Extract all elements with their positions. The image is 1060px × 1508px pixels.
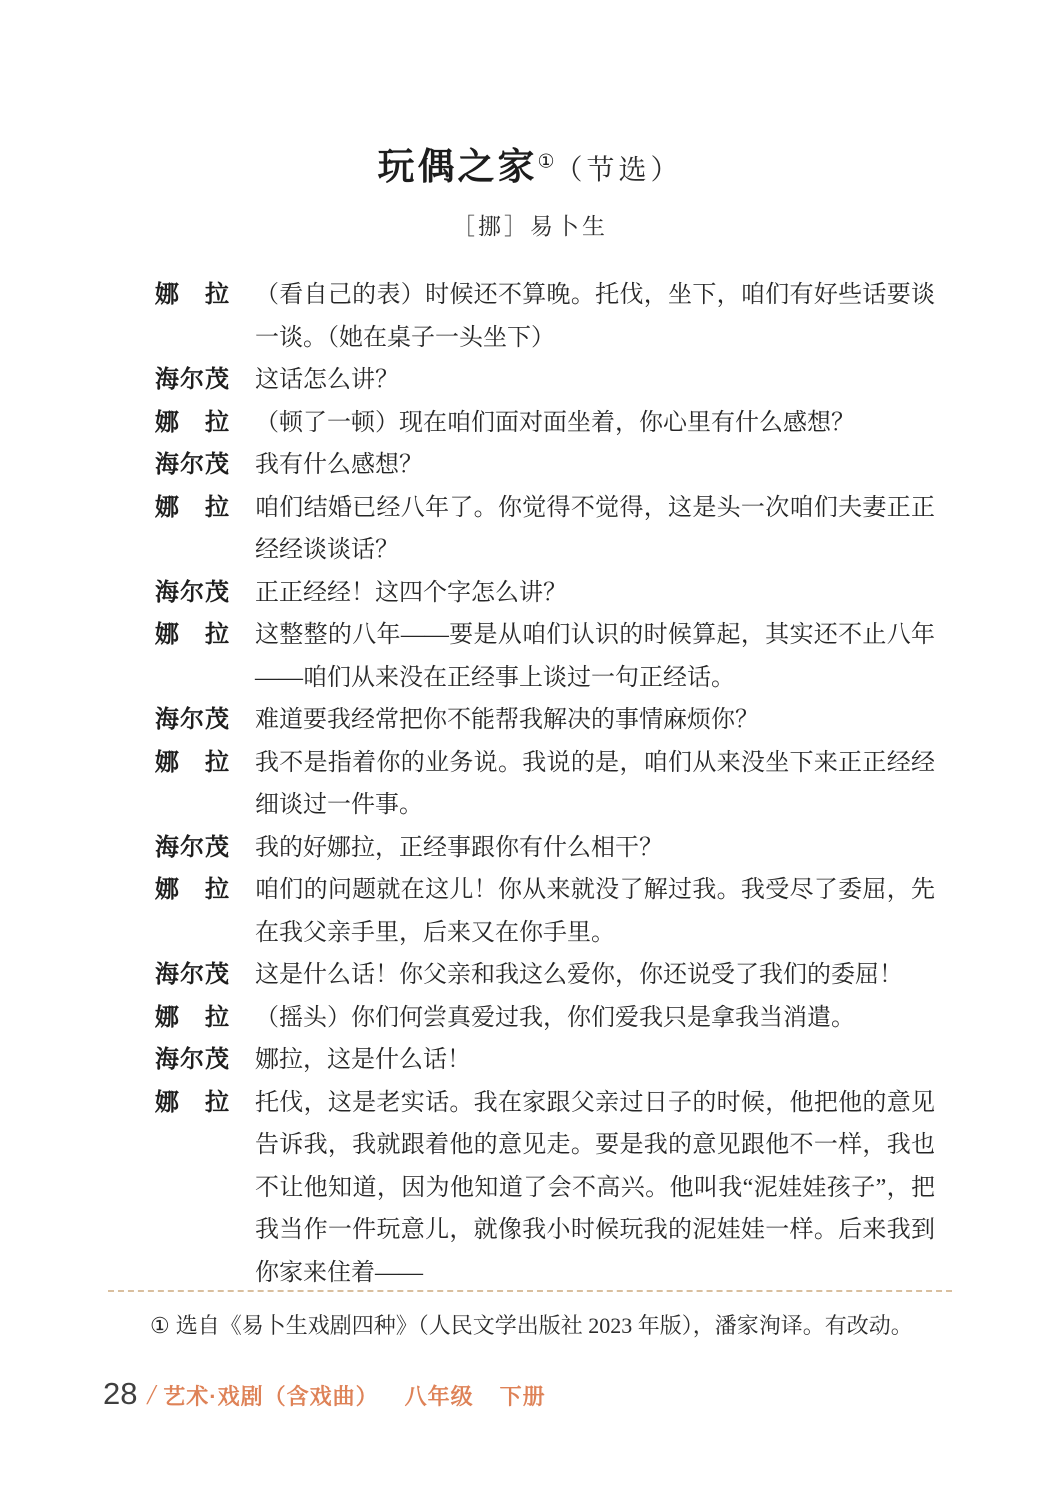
title-footnote-ref: ①: [537, 151, 555, 173]
footnote-text: 选自《易卜生戏剧四种》（人民文学出版社 2023 年版），潘家洵译。有改动。: [175, 1313, 913, 1338]
speech-text: （看自己的表）时候还不算晚。托伐，坐下，咱们有好些话要谈一谈。（她在桌子一头坐下）: [255, 282, 935, 351]
footer-book-title: 艺术·戏剧（含戏曲）: [163, 1384, 379, 1409]
footnote-divider: [108, 1290, 952, 1292]
dialogue-line: [155, 614, 935, 699]
dialogue-line: [155, 699, 935, 742]
speech-text: 咱们结婚已经八年了。你觉得不觉得，这是头一次咱们夫妻正正经经谈谈话？: [255, 494, 935, 563]
speech-text: 难道要我经常把你不能帮我解决的事情麻烦你？: [255, 707, 759, 733]
speech-text: 我不是指着你的业务说。我说的是，咱们从来没坐下来正正经经细谈过一件事。: [255, 749, 935, 818]
dialogue-line: [155, 1082, 935, 1295]
speech-text: （顿了一顿）现在咱们面对面坐着，你心里有什么感想？: [255, 409, 855, 436]
speech-text: 这整整的八年——要是从咱们认识的时候算起，其实还不止八年——咱们从来没在正经事上谈过一句正经话。: [255, 622, 935, 691]
page-footer: [103, 1376, 546, 1412]
footer-volume: 下册: [499, 1384, 546, 1409]
dialogue-line: [155, 274, 935, 359]
page-title: [0, 136, 1060, 190]
speaker-name: 娜拉: [155, 493, 229, 521]
speaker-name: 娜拉: [155, 408, 229, 436]
speaker-name: 海尔茂: [155, 1046, 229, 1073]
speech-text: 这是什么话！你父亲和我这么爱你，你还说受了我们的委屈！: [255, 962, 903, 988]
speaker-name: 娜拉: [155, 748, 229, 776]
dialogue-line: [155, 359, 935, 402]
speaker-name: 娜拉: [155, 1003, 229, 1031]
dialogue-line: [155, 572, 935, 615]
footnote: [150, 1310, 940, 1342]
dialogue-list: [155, 274, 935, 1294]
speaker-name: 娜拉: [155, 876, 229, 903]
speaker-name: 海尔茂: [155, 578, 229, 606]
footer-grade: 八年级: [404, 1384, 474, 1409]
speaker-name: 海尔茂: [155, 366, 229, 393]
page-number: 28: [103, 1376, 138, 1411]
speech-text: 娜拉，这是什么话！: [255, 1047, 471, 1073]
speech-text: 我有什么感想？: [255, 452, 423, 478]
speaker-name: 海尔茂: [155, 451, 229, 478]
speech-text: 这话怎么讲？: [255, 367, 399, 393]
title-subtitle: （节选）: [554, 155, 683, 186]
dialogue-line: [155, 402, 935, 445]
footnote-marker: ①: [150, 1313, 170, 1338]
dialogue-line: [155, 487, 935, 572]
speaker-name: 娜拉: [155, 281, 229, 308]
title-text: 玩偶之家: [377, 147, 538, 188]
dialogue-line: [155, 869, 935, 954]
speaker-name: 娜拉: [155, 1088, 229, 1116]
dialogue-line: [155, 742, 935, 827]
dialogue-line: [155, 444, 935, 487]
speech-text: 托伐，这是老实话。我在家跟父亲过日子的时候，他把他的意见告诉我，我就跟着他的意见走。要是我的意见跟他不一样，我也不让他知道，因为他知道了会不高兴。他叫我“泥娃娃孩子”，把我当作一件玩意儿，就像我小时候玩我的泥娃娃一样。后来我到你家来住着——: [255, 1089, 935, 1286]
dialogue-line: [155, 997, 935, 1040]
dialogue-line: [155, 1039, 935, 1082]
speaker-name: 海尔茂: [155, 961, 229, 988]
speaker-name: 海尔茂: [155, 706, 229, 733]
speaker-name: 海尔茂: [155, 833, 229, 861]
speech-text: 正正经经！这四个字怎么讲？: [255, 579, 567, 606]
speech-text: 我的好娜拉，正经事跟你有什么相干？: [255, 834, 663, 861]
dialogue-line: [155, 827, 935, 870]
speech-text: （摇头）你们何尝真爱过我，你们爱我只是拿我当消遣。: [255, 1004, 855, 1031]
author-line: ［挪］易卜生: [452, 214, 608, 239]
speech-text: 咱们的问题就在这儿！你从来就没了解过我。我受尽了委屈，先在我父亲手里，后来又在你手里。: [255, 877, 935, 946]
speaker-name: 娜拉: [155, 621, 229, 648]
dialogue-line: [155, 954, 935, 997]
footer-slash: /: [147, 1380, 156, 1411]
